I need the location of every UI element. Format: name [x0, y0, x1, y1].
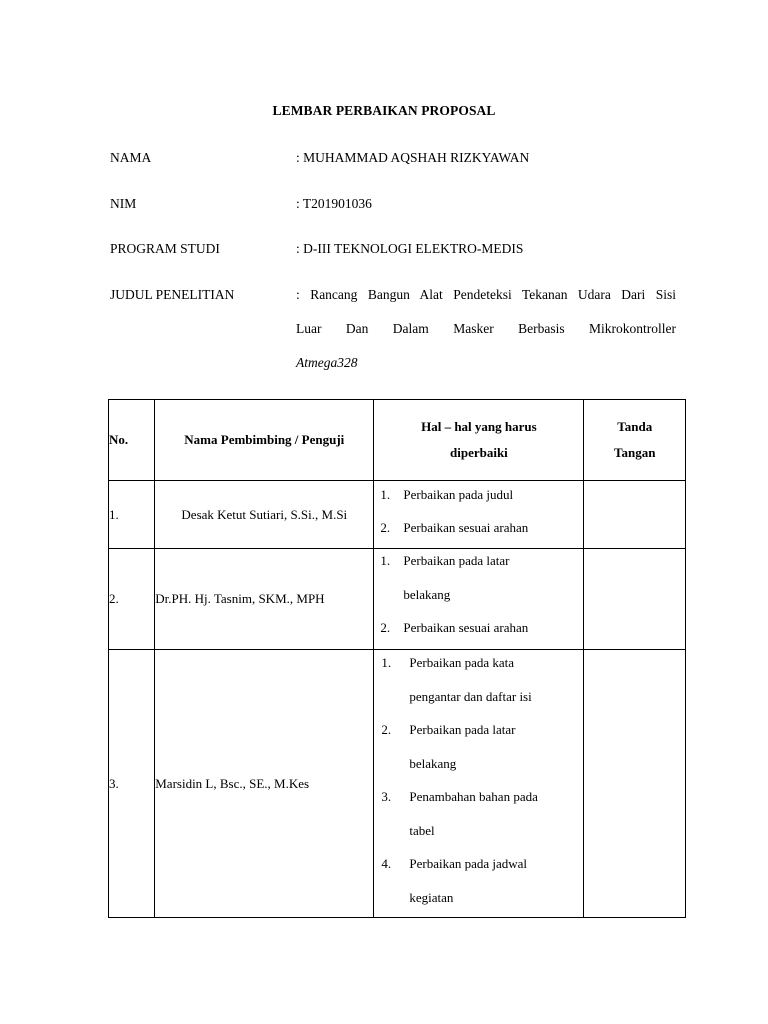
- field-label-program-studi: PROGRAM STUDI: [110, 241, 220, 256]
- item-number: 1.: [380, 553, 391, 569]
- field-label-judul-penelitian: JUDUL PENELITIAN: [110, 287, 235, 302]
- field-value-nama: : MUHAMMAD AQSHAH RIZKYAWAN: [296, 150, 530, 165]
- document-title: LEMBAR PERBAIKAN PROPOSAL: [272, 103, 496, 118]
- row-reviewer-name: Marsidin L, Bsc., SE., M.Kes: [155, 650, 374, 918]
- row-items: [374, 481, 584, 549]
- judul-line-3: Atmega328: [296, 355, 358, 370]
- item-text-continued: kegiatan: [409, 889, 454, 905]
- item-number: 1.: [380, 486, 391, 502]
- items-list: [374, 544, 583, 645]
- row-items: [374, 549, 584, 650]
- item-number: 2.: [380, 620, 391, 636]
- table-header-row: [109, 400, 686, 481]
- table-row: [109, 481, 686, 549]
- item-text: Perbaikan pada latar: [403, 553, 510, 569]
- field-label-nama: NAMA: [110, 150, 152, 165]
- list-item: [374, 713, 583, 780]
- table-row: [109, 549, 686, 650]
- item-text: Perbaikan sesuai arahan: [403, 520, 529, 535]
- header-sign: [584, 400, 686, 481]
- row-number: 1.: [109, 481, 155, 549]
- header-sign-line-2: Tangan: [614, 445, 656, 460]
- list-item: [374, 780, 583, 847]
- list-item: [374, 478, 583, 512]
- item-text-continued: belakang: [403, 586, 451, 602]
- header-sign-line-1: Tanda: [617, 419, 653, 434]
- row-signature-cell: [584, 481, 686, 549]
- items-list: [374, 478, 583, 545]
- table-row: [109, 650, 686, 918]
- row-items: [374, 650, 584, 918]
- header-items-line-1: Hal – hal yang harus: [421, 419, 537, 434]
- item-text: Perbaikan pada latar: [409, 722, 516, 737]
- revision-table: [108, 399, 686, 918]
- item-text-continued: pengantar dan daftar isi: [409, 688, 532, 704]
- judul-line-1: : Rancang Bangun Alat Pendeteksi Tekanan Udara Dari Sisi: [296, 287, 676, 302]
- field-value-program-studi: : D-III TEKNOLOGI ELEKTRO-MEDIS: [296, 241, 524, 256]
- field-value-judul-penelitian: [296, 278, 676, 380]
- item-number: 2.: [381, 722, 392, 737]
- field-label-nim: NIM: [110, 196, 137, 211]
- item-number: 3.: [381, 789, 392, 804]
- list-item: [374, 611, 583, 645]
- item-text: Perbaikan pada jadwal: [409, 856, 528, 871]
- list-item: [374, 646, 583, 713]
- row-number: 3.: [109, 650, 155, 918]
- items-list: [374, 646, 583, 914]
- item-text-continued: tabel: [409, 822, 435, 838]
- judul-line-2: Luar Dan Dalam Masker Berbasis Mikrokontroller: [296, 321, 676, 336]
- row-number: 2.: [109, 549, 155, 650]
- header-items: [374, 400, 584, 481]
- item-number: 1.: [381, 655, 392, 670]
- header-items-line-2: diperbaiki: [450, 445, 508, 460]
- row-reviewer-name: Dr.PH. Hj. Tasnim, SKM., MPH: [155, 549, 374, 650]
- row-signature-cell: [584, 549, 686, 650]
- item-text: Perbaikan pada judul: [403, 486, 514, 502]
- item-text: Perbaikan pada kata: [409, 655, 515, 670]
- header-name: Nama Pembimbing / Penguji: [155, 400, 374, 481]
- item-number: 4.: [381, 856, 392, 871]
- field-value-nim: : T201901036: [296, 196, 372, 211]
- item-text-continued: belakang: [409, 755, 457, 771]
- row-reviewer-name: Desak Ketut Sutiari, S.Si., M.Si: [155, 481, 374, 549]
- list-item: [374, 544, 583, 611]
- item-number: 2.: [380, 520, 391, 535]
- list-item: [374, 847, 583, 914]
- row-signature-cell: [584, 650, 686, 918]
- item-text: Penambahan bahan pada: [409, 789, 538, 804]
- item-text: Perbaikan sesuai arahan: [403, 620, 529, 636]
- header-no: No.: [109, 400, 155, 481]
- list-item: [374, 511, 583, 545]
